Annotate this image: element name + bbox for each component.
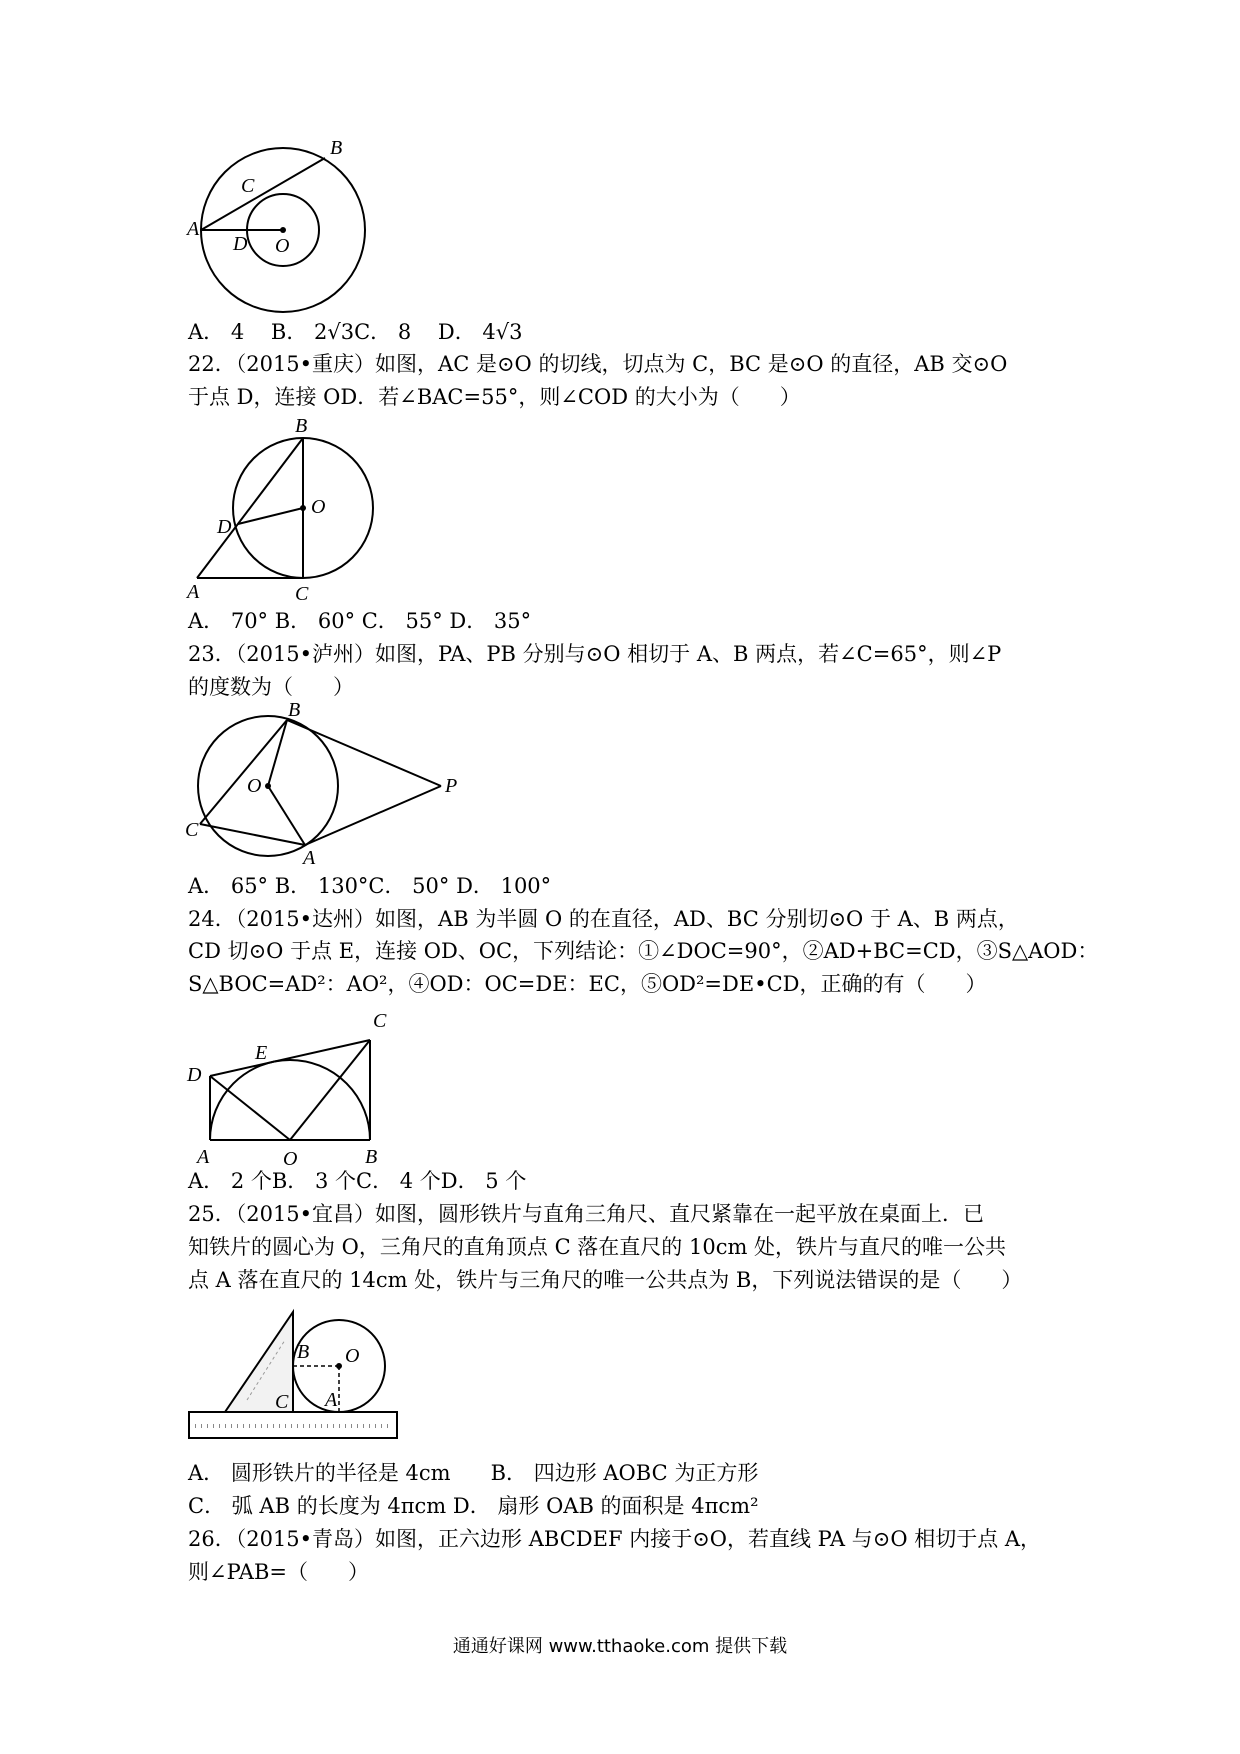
label-o: O <box>275 235 290 257</box>
center-dot <box>336 1363 342 1369</box>
label-c: C <box>241 175 255 197</box>
segment-cb <box>200 720 287 824</box>
label-c: C <box>185 819 199 841</box>
tangent-pb <box>287 720 441 786</box>
label-d: D <box>217 516 232 538</box>
label-o: O <box>247 775 262 797</box>
center-dot <box>300 505 306 511</box>
q25-figure <box>185 1300 405 1455</box>
q24-line2: CD 切⊙O 于点 E，连接 OD、OC，下列结论：①∠DOC=90°，②AD+BC=CD，③S△AOD： <box>188 939 1099 963</box>
q23-line2: 的度数为（ ） <box>188 675 355 699</box>
segment-oa <box>268 786 305 845</box>
q25-option-c: C． 弧 AB 的长度为 4πcm D． 扇形 OAB 的面积是 4πcm² <box>188 1494 759 1518</box>
q21-figure <box>185 140 375 320</box>
q23-figure <box>185 700 475 870</box>
q22-figure <box>185 410 385 605</box>
segment-ca <box>200 824 305 845</box>
q24-options: A． 2 个B． 3 个C． 4 个D． 5 个 <box>188 1169 527 1193</box>
label-a: A <box>325 1389 338 1411</box>
center-dot <box>265 783 271 789</box>
label-a: A <box>197 1146 210 1168</box>
label-d: D <box>187 1064 202 1086</box>
q24-figure <box>185 995 405 1170</box>
label-b: B <box>330 140 343 159</box>
label-d: D <box>233 233 248 255</box>
label-b: B <box>288 700 301 721</box>
center-dot <box>280 227 286 233</box>
q26-line1: 26．（2015•青岛）如图，正六边形 ABCDEF 内接于⊙O，若直线 PA 与⊙O 相切于点 A， <box>188 1527 1042 1551</box>
segment-od <box>210 1076 290 1140</box>
label-c: C <box>295 583 309 605</box>
label-o: O <box>345 1345 360 1367</box>
label-a: A <box>303 847 316 869</box>
label-b: B <box>295 415 308 437</box>
q22-line2: 于点 D，连接 OD．若∠BAC=55°，则∠COD 的大小为（ ） <box>188 385 801 409</box>
q22-line1: 22．（2015•重庆）如图，AC 是⊙O 的切线，切点为 C，BC 是⊙O 的直径，AB 交⊙O <box>188 352 1008 376</box>
q21-options: A． 4 B． 2√3C． 8 D． 4√3 <box>188 320 523 344</box>
q25-line1: 25．（2015•宜昌）如图，圆形铁片与直角三角尺、直尺紧靠在一起平放在桌面上．已 <box>188 1202 985 1226</box>
semicircle <box>210 1060 370 1140</box>
ruler <box>189 1412 397 1438</box>
q24-line1: 24．（2015•达州）如图，AB 为半圆 O 的在直径，AD、BC 分别切⊙O 于 A、B 两点， <box>188 907 1019 931</box>
chord-ab <box>201 158 325 230</box>
label-b: B <box>297 1341 310 1363</box>
label-e: E <box>255 1042 268 1064</box>
label-c: C <box>275 1391 289 1413</box>
label-p: P <box>445 775 458 797</box>
label-o: O <box>311 496 326 518</box>
label-a: A <box>187 218 200 240</box>
q25-line3: 点 A 落在直尺的 14cm 处，铁片与三角尺的唯一公共点为 B，下列说法错误的是（ ） <box>188 1268 1023 1292</box>
q25-line2: 知铁片的圆心为 O，三角尺的直角顶点 C 落在直尺的 10cm 处，铁片与直尺的唯一公共 <box>188 1235 1007 1259</box>
q22-options: A． 70° B． 60° C． 55° D． 35° <box>188 609 532 633</box>
q23-line1: 23．（2015•泸州）如图，PA、PB 分别与⊙O 相切于 A、B 两点，若∠C=65°，则∠P <box>188 642 1002 666</box>
q24-line3: S△BOC=AD²：AO²，④OD：OC=DE：EC，⑤OD²=DE•CD，正确的有（ ） <box>188 972 987 996</box>
line-ab <box>197 438 303 578</box>
page-footer: 通通好课网 www.tthaoke.com 提供下载 <box>452 1636 788 1657</box>
label-c: C <box>373 1010 387 1032</box>
q23-options: A． 65° B． 130°C． 50° D． 100° <box>188 874 552 898</box>
tangent-pa <box>305 786 441 845</box>
label-b: B <box>365 1146 378 1168</box>
label-o: O <box>283 1148 298 1170</box>
q26-line2: 则∠PAB=（ ） <box>188 1560 370 1584</box>
q25-option-a: A． 圆形铁片的半径是 4cm B． 四边形 AOBC 为正方形 <box>188 1461 759 1485</box>
label-a: A <box>187 581 200 603</box>
